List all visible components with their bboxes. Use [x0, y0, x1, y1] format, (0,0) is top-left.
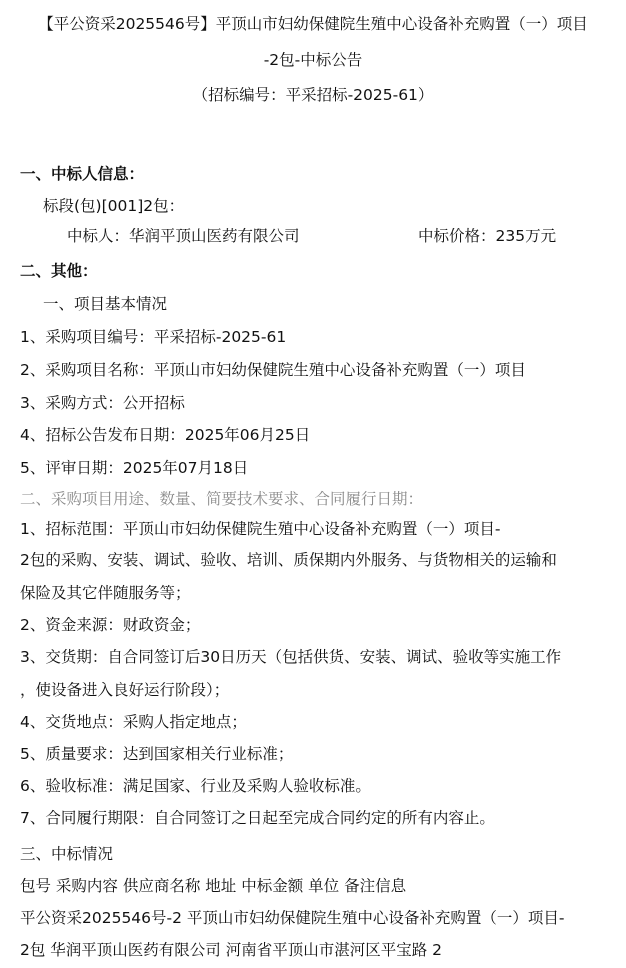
section-heading-other: 二、其他：	[20, 262, 98, 280]
tender-number: （招标编号：平采招标-2025-61）	[192, 86, 434, 104]
title-line-1: 【平公资采2025546号】平顶山市妇幼保健院生殖中心设备补充购置（一）项目	[38, 15, 588, 33]
subheading-award: 三、中标情况	[20, 845, 114, 863]
winner-name: 中标人：华润平顶山医药有限公司	[67, 227, 300, 245]
lot-label: 标段(包)[001]2包：	[43, 197, 185, 215]
funding-source-item: 2、资金来源：财政资金；	[20, 616, 201, 634]
acceptance-standard-item: 6、验收标准：满足国家、行业及采购人验收标准。	[20, 777, 371, 795]
review-date-item: 5、评审日期：2025年07月18日	[20, 459, 249, 477]
title-line-2: -2包-中标公告	[263, 51, 363, 69]
contract-period-item: 7、合同履行期限：自合同签订之日起至完成合同约定的所有内容止。	[20, 809, 495, 827]
scope-line-2: 2包的采购、安装、调试、验收、培训、质保期内外服务、与货物相关的运输和	[20, 551, 557, 569]
award-row-line-2: 2包 华润平顶山医药有限公司 河南省平顶山市湛河区平宝路 2	[20, 941, 443, 959]
delivery-period-line-2: ，使设备进入良好运行阶段）；	[20, 681, 230, 699]
project-name-item: 2、采购项目名称：平顶山市妇幼保健院生殖中心设备补充购置（一）项目	[20, 361, 526, 379]
delivery-location-item: 4、交货地点：采购人指定地点；	[20, 713, 247, 731]
scope-line-3: 保险及其它伴随服务等；	[20, 584, 191, 602]
procurement-method-item: 3、采购方式：公开招标	[20, 394, 185, 412]
project-number-item: 1、采购项目编号：平采招标-2025-61	[20, 328, 287, 346]
award-row-line-1: 平公资采2025546号-2 平顶山市妇幼保健院生殖中心设备补充购置（一）项目-	[20, 909, 565, 927]
notice-date-item: 4、招标公告发布日期：2025年06月25日	[20, 426, 311, 444]
subheading-requirements: 二、采购项目用途、数量、简要技术要求、合同履行日期：	[20, 490, 424, 508]
subheading-basic-info: 一、项目基本情况	[43, 295, 168, 313]
scope-line-1: 1、招标范围：平顶山市妇幼保健院生殖中心设备补充购置（一）项目-	[20, 520, 501, 538]
quality-requirement-item: 5、质量要求：达到国家相关行业标准；	[20, 745, 294, 763]
winning-price: 中标价格：235万元	[418, 227, 557, 245]
delivery-period-line-1: 3、交货期：自合同签订后30日历天（包括供货、安装、调试、验收等实施工作	[20, 648, 562, 666]
award-table-header: 包号 采购内容 供应商名称 地址 中标金额 单位 备注信息	[20, 877, 407, 895]
section-heading-winner-info: 一、中标人信息：	[20, 165, 145, 183]
